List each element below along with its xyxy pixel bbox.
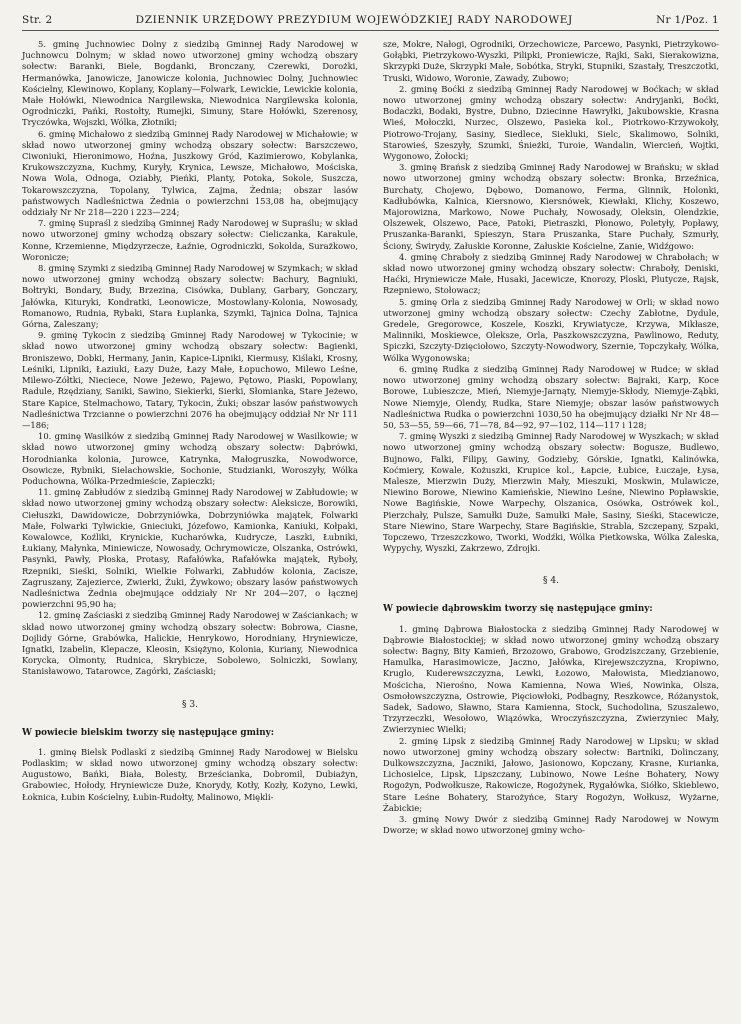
page-number: Str. 2 <box>22 14 53 26</box>
paragraph: 1. gminę Bielsk Podlaski z siedzibą Gminnej Rady Narodowej w Bielsku Podlaskim; w skład nowo utworzonej gminy wchodzą obszary sołectw: Augustowo, Bańki, Biała, Bolesty, Brześcianka, Dobromil, Dubiażyn, Grabowiec, Hołody, Hryniewicze Duże, Knorydy, Kotły, Kozły, Kożyno, Lewki, Łoknica, Łubin Kościelny, Łubin-Rudołty, Malinowo, Miękli- <box>22 746 358 802</box>
journal-title: DZIENNIK URZĘDOWY PREZYDIUM WOJEWÓDZKIEJ RADY NARODOWEJ <box>135 14 573 26</box>
paragraph: 6. gminę Rudka z siedzibą Gminnej Rady Narodowej w Rudce; w skład nowo utworzonej gminy wchodzą obszary sołectw: Bajraki, Karp, Koce Borowe, Lubieszcze, Mień, Niemyje-Jarnąty, Niemyje-Skłody, Niemyje-Ząbki, Nowe Niemyje, Olendy, Rudka, Stare Niemyje; obszar lasów państwowych Nadleśnictwa Rudka o powierzchni 1030,50 ha obejmujący działki Nr Nr 48—50, 53—55, 59—66, 71—78, 84—92, 97—102, 114—117 i 128; <box>383 363 719 430</box>
paragraph: 2. gminę Lipsk z siedzibą Gminnej Rady Narodowej w Lipsku; w skład nowo utworzonej gminy wchodzą obszary sołectw: Bartniki, Dolinczany, Dulkowszczyzna, Jaczniki, Jałowo, Jasionowo, Kopczany, Krasne, Kurianka, Lichosielce, Lipsk, Lipszczany, Lubinowo, Nowe Leśne Bohatery, Nowy Rogożyn, Podwołkusze, Rakowicze, Rogożynek, Rygałówka, Siółko, Skieblewo, Stare Leśne Bohatery, Starożyńce, Stary Rogożyn, Wołkusz, Wyżarne, Żabickie; <box>383 735 719 813</box>
paragraph: 5. gminę Orla z siedzibą Gminnej Rady Narodowej w Orli; w skład nowo utworzonej gminy wchodzą obszary sołectw: Czechy Zabłotne, Dydule, Gredele, Gregorowce, Koszele, Koszki, Krywiatycze, Krzywa, Mikłasze, Malinniki, Moskiewce, Oleksze, Orla, Paszkowszczyzna, Pawlinowo, Reduty, Spiczki, Szczyty-Dzięciołowo, Szczyty-Nowodwory, Szernie, Topczykały, Wólka, Wólka Wygonowska; <box>383 296 719 363</box>
issue-position: Nr 1/Poz. 1 <box>656 14 719 26</box>
section-heading: § 4. <box>543 576 559 587</box>
paragraph: sze, Mokre, Nałogi, Ogrodniki, Orzechowicze, Parcewo, Pasynki, Pietrzykowo-Gołąbki, Pietrzykowo-Wyszki, Pilipki, Proniewicze, Rajki, Saki, Sierakowizna, Skrzypki Duże, Skrzypki Małe, Sobótka, Stryki, Stupniki, Szastały, Treszczotki, Truski, Widowo, Woronie, Zawady, Zubowo; <box>383 39 719 83</box>
paragraph: 12. gminę Zaściaski z siedzibą Gminnej Rady Narodowej w Zaściankach; w skład nowo utworzonej gminy wchodzą obszary sołectw: Bobrowa, Ciasne, Dojlidy Górne, Grabówka, Halickie, Henrykowo, Horodniany, Hryniewicze, Ignatki, Izabelin, Klepacze, Kleosin, Księżyno, Kolonia, Kuriany, Niewodnica Korycka, Olmonty, Rudnica, Skrybicze, Sobolewo, Solniczki, Sowlany, Stanisławowo, Tatarowce, Zagórki, Zaściaski; <box>22 610 358 677</box>
paragraph: 8. gminę Szymki z siedzibą Gminnej Rady Narodowej w Szymkach; w skład nowo utworzonej gminy wchodzą obszary sołectw: Bachury, Bagniuki, Bołtryki, Bondary, Budy, Brzezina, Cisówka, Dublany, Garbary, Gonczary, Jałówka, Kituryki, Kondratki, Leonowicze, Mostowlany-Kolonia, Nowosady, Romanowo, Rudnia, Rybaki, Stara Łuplanka, Szymki, Tajnica Dolna, Tajnica Górna, Zaleszany; <box>22 263 358 330</box>
paragraph: 5. gminę Juchnowiec Dolny z siedzibą Gminnej Rady Narodowej w Juchnowcu Dolnym; w skład nowo utworzonej gminy wchodzą obszary sołectw: Baranki, Biele, Bogdanki, Bronczany, Czerewki, Dorożki, Hermanówka, Janowicze, Janowicze kolonia, Juchnowiec Dolny, Juchnowiec Kościelny, Klewinowo, Koplany, Koplany—Folwark, Lewickie, Lewickie kolonia, Małe Hołówki, Niewodnica Nargilewska, Niewodnica Nargilewska kolonia, Ogrodniczki, Pańki, Rostołty, Rumejki, Simuny, Stare Hołówki, Szerenosy, Tryczówka, Wojszki, Wólka, Złotniki; <box>22 39 358 128</box>
section-lead: W powiecie bielskim tworzy się następujące gminy: <box>22 727 274 738</box>
page-header <box>22 14 719 31</box>
right-column <box>383 39 719 836</box>
paragraph: 3. gminę Brańsk z siedzibą Gminnej Rady Narodowej w Brańsku; w skład nowo utworzonej gminy wchodzą obszary sołectw: Bronka, Brzeźnica, Burchaty, Chojewo, Dębowo, Domanowo, Ferma, Glinnik, Holonki, Kadłubówka, Kalnica, Kiersnowo, Kiersnówek, Kiewłaki, Klichy, Koszewo, Majorowizna, Markowo, Nowe Puchały, Nowosady, Oleksin, Olendzkie, Olszewek, Olszewo, Pace, Patoki, Pietraszki, Płonowo, Poletyły, Popławy, Pruszanka-Baranki, Spieszyn, Stara Pruszanka, Stare Puchały, Szmurły, Ściony, Świrydy, Załuskie Koronne, Załuskie Kościelne, Zanie, Widźgowo: <box>383 162 719 251</box>
paragraph: 9. gminę Tykocin z siedzibą Gminnej Rady Narodowej w Tykocinie; w skład nowo utworzonej gminy wchodzą obszary sołectw: Bagienki, Broniszewo, Dobki, Hermany, Janin, Kapice-Lipniki, Kiermusy, Kiślaki, Krosny, Leśniki, Lipniki, Łaziuki, Łazy Duże, Łazy Małe, Łopuchowo, Milewo Leśne, Milewo-Zółtki, Nieciece, Nowe Jeżewo, Pajewo, Pętowo, Piaski, Popowlany, Radule, Rzędziany, Saniki, Sawino, Siekierki, Sierki, Słomianka, Stare Jeżewo, Stare Kapice, Stelmachowo, Tatary, Tykocin, Żuki; obszar lasów państwowych Nadleśnictwa Trzcianne o powierzchni 2076 ha obejmujący oddział Nr Nr 111—186; <box>22 330 358 430</box>
text-columns <box>22 39 719 836</box>
paragraph: 11. gminę Zabłudów z siedzibą Gminnej Rady Narodowej w Zabłudowie; w skład nowo utworzonej gminy wchodzą obszary sołectw: Aleksicze, Borowiki, Ciełuszki, Dawidowicze, Dobrzyniówka, Dobrzyniówka majątek, Folwarki Małe, Folwarki Tylwickie, Gnieciuki, Józefowo, Kamionka, Kaniuki, Kołpaki, Kowalowce, Koźliki, Krynickie, Kucharówka, Kudrycze, Laszki, Łubniki, Łukiany, Małynka, Miniewicze, Nowosady, Ochrymowicze, Olszanka, Ostrówki, Pasynki, Pawły, Płoska, Protasy, Rafałówka, Rafałówka majątek, Ryboły, Rzepniki, Sieśki, Solniki, Wielkie Folwarki, Zabłudów kolonia, Zacisze, Zagruszany, Zajezierce, Zwierki, Żuki, Żywkowo; obszary lasów państwowych Nadleśnictwa Żednia obejmujące oddziały Nr Nr 204—207, o łącznej powierzchni 95,90 ha; <box>22 487 358 610</box>
paragraph: 3. gminę Nowy Dwór z siedzibą Gminnej Rady Narodowej w Nowym Dworze; w skład nowo utworzonej gminy wcho- <box>383 814 719 836</box>
section-lead: W powiecie dąbrowskim tworzy się następujące gminy: <box>383 604 653 615</box>
left-column <box>22 39 358 836</box>
paragraph: 10. gminę Wasilków z siedzibą Gminnej Rady Narodowej w Wasilkowie; w skład nowo utworzonej gminy wchodzą obszary sołectw: Dąbrówki, Horodnianka kolonia, Jurowce, Katrynka, Małogruszka, Nowodworce, Osowicze, Rybniki, Sielachowskie, Sochonie, Studzianki, Woroszyły, Wólka Poduchowna, Wólka-Przedmieście, Zapieczki; <box>22 431 358 486</box>
paragraph: 7. gminę Supraśl z siedzibą Gminnej Rady Narodowej w Supraślu; w skład nowo utworzonej gminy wchodzą obszary sołectw: Cieliczanka, Karakule, Konne, Krzemienne, Międzyrzecze, Łaźnie, Ogrodniczki, Sokolda, Surażkowo, Woronicze; <box>22 218 358 262</box>
paragraph: 4. gminę Chraboły z siedzibą Gminnej Rady Narodowej w Chrabołach; w skład nowo utworzonej gminy wchodzą obszary sołectw: Chraboły, Deniski, Haćki, Hryniewicze Małe, Husaki, Jacewicze, Knorozy, Ploski, Plutycze, Rajsk, Rzepniewo, Stołowacz; <box>383 251 719 296</box>
paragraph: 6. gminę Michałowo z siedzibą Gminnej Rady Narodowej w Michałowie; w skład nowo utworzonej gminy wchodzą obszary sołectw: Barszczewo, Ciwoniuki, Hieronimowo, Hoźna, Juszkowy Gród, Kazimierowo, Kobylanka, Krukowszczyzna, Kuchmy, Kuryły, Krynica, Lewsze, Michałowo, Mościska, Nowa Wola, Odnoga, Oziabły, Pieńki, Planty, Potoka, Sokole, Suszcza, Tokarowszczyzna, Topolany, Tylwica, Zajma, Żednia; obszar lasów państwowych Nadleśnictwa Żednia o powierzchni 153,08 ha, obejmujący oddziały Nr Nr 218—220 i 223—224; <box>22 128 358 218</box>
paragraph: 7. gminę Wyszki z siedzibą Gminnej Rady Narodowej w Wyszkach; w skład nowo utworzonej gminy wchodzą obszary sołectw: Bogusze, Budlewo, Bujnowo, Falki, Filipy, Gawiny, Godzieby, Górskie, Ignatki, Kalinówka, Koćmiery, Kowale, Kożuszki, Krupice kol., Łapcie, Łubice, Łuczaje, Łysa, Malesze, Mierzwin Duży, Mierzwin Mały, Mieszuki, Moskwin, Mulawicze, Niewino Borowe, Niewino Kamieńskie, Niewino Leśne, Niewino Popławskie, Nowe Bagińskie, Nowe Warpechy, Olszanica, Osówka, Ostrówek kol., Pierzchały, Pulsze, Samułki Duże, Samułki Małe, Sasiny, Sieśki, Stacewicze, Stare Niewino, Stare Warpechy, Stare Bagińskie, Strabla, Szczepany, Szpaki, Topczewo, Trzeszczkowo, Tworki, Wodźki, Wólka Pietkowska, Wólka Zaleska, Wypychy, Wyszki, Zakrzewo, Zdrojki. <box>383 431 719 554</box>
paragraph: 1. gminę Dąbrowa Białostocka z siedzibą Gminnej Rady Narodowej w Dąbrowie Białostockiej; w skład nowo utworzonej gminy wchodzą obszary sołectw: Bagny, Bity Kamień, Brzozowo, Grabowo, Grodziszczany, Grzebienie, Hamulka, Harasimowicze, Jaczno, Jałówka, Kirejewszczyzna, Kropiwno, Kruglo, Kuderewszczyzna, Lewki, Łozowo, Małowista, Miedzianowo, Mościcha, Nierośno, Nowa Kamienna, Nowa Wieś, Nowinka, Olsza, Osmołowszczyzna, Ostrowie, Pięciowłoki, Podbagny, Reszkowce, Różanystok, Sadek, Sadowo, Sławno, Stara Kamienna, Stock, Suchodolina, Szuszalewo, Trzyrzeczki, Wesołowo, Wiązówka, Wroczyńszczyzna, Zwierzyniec Mały, Zwierzyniec Wielki; <box>383 623 719 735</box>
section-heading: § 3. <box>182 699 198 710</box>
paragraph: 2. gminę Boćki z siedzibą Gminnej Rady Narodowej w Boćkach; w skład nowo utworzonej gminy wchodzą obszary sołectw: Andryjanki, Boćki, Bodaczki, Bodaki, Bystre, Dubno, Dziecinne Hawryłki, Jakubowskie, Krasna Wieś, Mołoczki, Nurzec, Olszewo, Pasieka kol., Piotrkowo-Krzywokoły, Piotrowo-Trojany, Sasiny, Siedlece, Siekluki, Sielc, Skalimowo, Solniki, Starowieś, Szeszyły, Szumki, Śnieżki, Turoie, Wandalin, Wiercień, Wojtki, Wygonowo, Żołocki; <box>383 83 719 162</box>
